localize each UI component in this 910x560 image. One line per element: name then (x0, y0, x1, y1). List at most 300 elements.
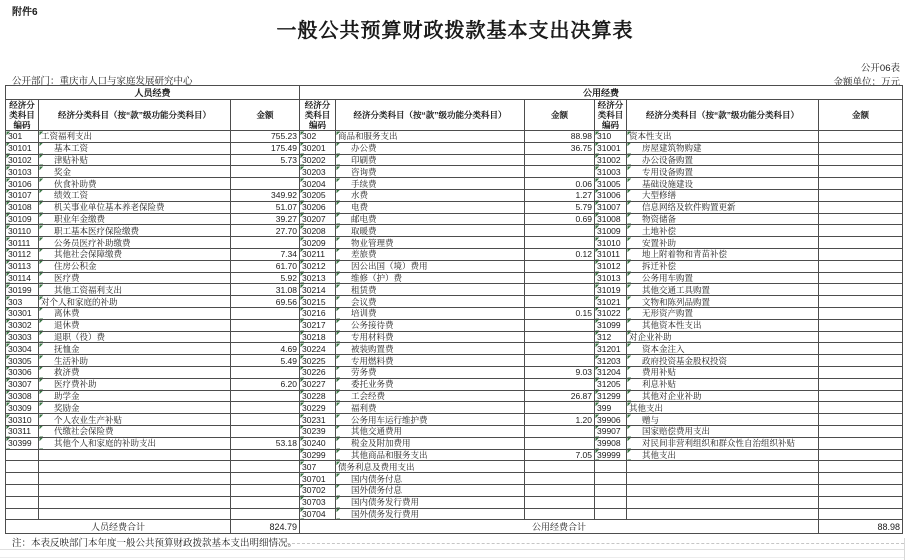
subject-cell: 其他交通费用 (336, 425, 525, 437)
code-cell: 312 (595, 331, 627, 343)
code-cell (595, 473, 627, 485)
code-cell: 30704 (300, 508, 336, 520)
subject-cell: 其他对企业补助 (627, 390, 819, 402)
code-cell: 30399 (6, 437, 39, 449)
amount-cell: 36.75 (525, 142, 595, 154)
subject-cell: 地上附着物和青苗补偿 (627, 248, 819, 260)
amount-cell (819, 166, 903, 178)
subject-cell: 国内债务发行费用 (336, 496, 525, 508)
code-cell: 31203 (595, 355, 627, 367)
amount-cell (819, 473, 903, 485)
amount-cell (231, 496, 300, 508)
amount-cell (231, 307, 300, 319)
amount-cell (819, 319, 903, 331)
amount-cell (525, 166, 595, 178)
subject-cell: 生活补助 (39, 355, 231, 367)
subject-cell: 其他资本性支出 (627, 319, 819, 331)
amount-cell (525, 319, 595, 331)
code-cell: 30199 (6, 284, 39, 296)
table-row (6, 237, 903, 249)
subject-cell: 其他商品和服务支出 (336, 449, 525, 461)
subject-cell: 被装购置费 (336, 343, 525, 355)
table-body (6, 131, 903, 520)
subject-cell: 劳务费 (336, 366, 525, 378)
subject-cell: 税金及附加费用 (336, 437, 525, 449)
subject-cell (627, 496, 819, 508)
code-cell: 30207 (300, 213, 336, 225)
page-title: 一般公共预算财政拨款基本支出决算表 (276, 20, 634, 42)
table-row (6, 296, 903, 308)
code-cell (6, 496, 39, 508)
subject-cell (39, 461, 231, 473)
amount-cell (231, 166, 300, 178)
code-cell: 39908 (595, 437, 627, 449)
table-row (6, 390, 903, 402)
amount-cell: 31.08 (231, 284, 300, 296)
amount-cell (525, 378, 595, 390)
code-cell: 30201 (300, 142, 336, 154)
amount-cell (231, 473, 300, 485)
subject-cell: 无形资产购置 (627, 307, 819, 319)
table-row (6, 201, 903, 213)
table-row (6, 378, 903, 390)
amount-cell (231, 237, 300, 249)
amount-cell (819, 307, 903, 319)
code-cell: 30107 (6, 189, 39, 201)
amount-cell: 0.06 (525, 178, 595, 190)
subject-cell: 文物和陈列品购置 (627, 296, 819, 308)
subject-cell: 维修（护）费 (336, 272, 525, 284)
sheet-gridline-2 (0, 557, 905, 558)
subject-cell (627, 473, 819, 485)
subject-cell: 土地补偿 (627, 225, 819, 237)
subject-cell: 公务员医疗补助缴费 (39, 237, 231, 249)
header-subject-2: 经济分类科目（按“款”级功能分类科目） (336, 100, 525, 131)
subject-cell: 离休费 (39, 307, 231, 319)
amount-cell (231, 414, 300, 426)
header-amount-2: 金额 (525, 100, 595, 131)
amount-cell (819, 154, 903, 166)
code-cell (6, 473, 39, 485)
code-cell: 30106 (6, 178, 39, 190)
table-row (6, 473, 903, 485)
code-cell: 30231 (300, 414, 336, 426)
amount-cell (525, 425, 595, 437)
amount-cell (525, 508, 595, 520)
subject-cell: 职业年金缴费 (39, 213, 231, 225)
amount-cell: 61.70 (231, 260, 300, 272)
table-row (6, 484, 903, 496)
amount-cell (231, 402, 300, 414)
amount-cell: 4.69 (231, 343, 300, 355)
amount-cell (525, 284, 595, 296)
amount-cell: 26.87 (525, 390, 595, 402)
table-row (6, 248, 903, 260)
subject-cell (627, 484, 819, 496)
amount-cell (231, 331, 300, 343)
subject-cell: 退职（役）费 (39, 331, 231, 343)
amount-cell (819, 390, 903, 402)
subject-cell: 大型修缮 (627, 189, 819, 201)
subject-cell: 物业管理费 (336, 237, 525, 249)
subject-cell: 对个人和家庭的补助 (39, 296, 231, 308)
code-cell: 30307 (6, 378, 39, 390)
amount-cell (231, 508, 300, 520)
subject-cell: 对民间非营利组织和群众性自治组织补贴 (627, 437, 819, 449)
subject-cell: 基础设施建设 (627, 178, 819, 190)
amount-cell: 69.56 (231, 296, 300, 308)
subject-cell: 专用燃料费 (336, 355, 525, 367)
subject-cell (627, 508, 819, 520)
code-cell: 302 (300, 131, 336, 143)
personnel-total-amount: 824.79 (231, 520, 300, 534)
subject-cell: 公务用车运行维护费 (336, 414, 525, 426)
amount-cell: 6.20 (231, 378, 300, 390)
amount-cell: 7.34 (231, 248, 300, 260)
subject-cell: 拆迁补偿 (627, 260, 819, 272)
code-cell (595, 461, 627, 473)
subject-cell: 福利费 (336, 402, 525, 414)
amount-cell (819, 189, 903, 201)
unit-label: 金额单位：万元 (833, 77, 900, 88)
code-cell: 30227 (300, 378, 336, 390)
subject-cell: 国外债务付息 (336, 484, 525, 496)
subject-cell: 商品和服务支出 (336, 131, 525, 143)
subject-cell: 绩效工资 (39, 189, 231, 201)
public-total-label: 公用经费合计 (300, 520, 819, 534)
amount-cell (231, 425, 300, 437)
amount-cell (525, 237, 595, 249)
table-row (6, 307, 903, 319)
subject-cell: 工资福利支出 (39, 131, 231, 143)
subject-cell: 房屋建筑物购建 (627, 142, 819, 154)
subject-cell: 培训费 (336, 307, 525, 319)
code-cell: 30111 (6, 237, 39, 249)
code-cell: 30208 (300, 225, 336, 237)
code-cell (595, 496, 627, 508)
code-cell: 31299 (595, 390, 627, 402)
code-cell: 31205 (595, 378, 627, 390)
attachment-label: 附件6 (12, 7, 38, 18)
table-row (6, 496, 903, 508)
subject-cell: 退休费 (39, 319, 231, 331)
code-cell: 31003 (595, 166, 627, 178)
amount-cell (819, 366, 903, 378)
subject-cell: 因公出国（境）费用 (336, 260, 525, 272)
amount-cell: 9.03 (525, 366, 595, 378)
code-cell (6, 461, 39, 473)
code-cell: 30306 (6, 366, 39, 378)
subject-cell: 专用材料费 (336, 331, 525, 343)
code-cell: 30302 (6, 319, 39, 331)
subject-cell: 邮电费 (336, 213, 525, 225)
subject-cell: 奖金 (39, 166, 231, 178)
subject-cell: 物资储备 (627, 213, 819, 225)
code-cell: 30216 (300, 307, 336, 319)
code-cell: 39999 (595, 449, 627, 461)
code-cell: 30101 (6, 142, 39, 154)
amount-cell: 5.73 (231, 154, 300, 166)
code-cell: 30212 (300, 260, 336, 272)
table-row (6, 414, 903, 426)
code-cell: 30229 (300, 402, 336, 414)
subject-cell: 其他支出 (627, 402, 819, 414)
amount-cell (525, 496, 595, 508)
table-number: 公开06表 (860, 63, 900, 74)
amount-cell: 39.27 (231, 213, 300, 225)
amount-cell (525, 437, 595, 449)
amount-cell (525, 225, 595, 237)
code-cell: 31005 (595, 178, 627, 190)
header-code-1: 经济分类科目编码 (6, 100, 39, 131)
amount-cell (819, 437, 903, 449)
code-cell: 30214 (300, 284, 336, 296)
budget-table (5, 85, 903, 534)
amount-cell (819, 461, 903, 473)
totals-row (6, 520, 903, 534)
subject-cell: 抚恤金 (39, 343, 231, 355)
amount-cell (525, 484, 595, 496)
amount-cell (819, 414, 903, 426)
code-cell: 399 (595, 402, 627, 414)
subject-cell: 其他个人和家庭的补助支出 (39, 437, 231, 449)
amount-cell (819, 508, 903, 520)
page-break-line-vertical (904, 538, 905, 560)
table-row (6, 437, 903, 449)
code-cell: 30112 (6, 248, 39, 260)
subject-cell: 政府投资基金股权投资 (627, 355, 819, 367)
amount-cell (525, 260, 595, 272)
amount-cell: 5.92 (231, 272, 300, 284)
footnote: 注：本表反映部门本年度一般公共预算财政拨款基本支出明细情况。 (12, 538, 298, 549)
amount-cell: 755.23 (231, 131, 300, 143)
subject-cell: 资本金注入 (627, 343, 819, 355)
header-subject-1: 经济分类科目（按“款”级功能分类科目） (39, 100, 231, 131)
code-cell: 30102 (6, 154, 39, 166)
amount-cell (525, 296, 595, 308)
amount-cell: 349.92 (231, 189, 300, 201)
code-cell: 31002 (595, 154, 627, 166)
code-cell: 30703 (300, 496, 336, 508)
amount-cell (819, 378, 903, 390)
amount-cell (819, 449, 903, 461)
amount-cell (231, 366, 300, 378)
subject-cell: 会议费 (336, 296, 525, 308)
code-cell: 30228 (300, 390, 336, 402)
amount-cell: 5.49 (231, 355, 300, 367)
table-row (6, 142, 903, 154)
subject-cell (39, 484, 231, 496)
table-row (6, 154, 903, 166)
subject-cell: 职工基本医疗保险缴费 (39, 225, 231, 237)
code-cell: 39907 (595, 425, 627, 437)
code-cell: 31001 (595, 142, 627, 154)
header-code-2: 经济分类科目编码 (300, 100, 336, 131)
table-row (6, 272, 903, 284)
table-row (6, 425, 903, 437)
code-cell: 30702 (300, 484, 336, 496)
subject-cell: 公务用车购置 (627, 272, 819, 284)
amount-cell: 0.69 (525, 213, 595, 225)
subject-cell: 专用设备购置 (627, 166, 819, 178)
amount-cell (819, 248, 903, 260)
amount-cell (819, 496, 903, 508)
amount-cell (819, 272, 903, 284)
code-cell: 31013 (595, 272, 627, 284)
amount-cell (819, 260, 903, 272)
table-row (6, 508, 903, 520)
code-cell (595, 508, 627, 520)
amount-cell (525, 402, 595, 414)
amount-cell (819, 331, 903, 343)
subject-cell: 奖励金 (39, 402, 231, 414)
code-cell: 30239 (300, 425, 336, 437)
band-personnel: 人员经费 (6, 86, 300, 100)
code-cell: 31019 (595, 284, 627, 296)
public-total-amount: 88.98 (819, 520, 903, 534)
amount-cell (525, 331, 595, 343)
table-row (6, 343, 903, 355)
header-code-3: 经济分类科目编码 (595, 100, 627, 131)
table-row (6, 319, 903, 331)
code-cell: 30202 (300, 154, 336, 166)
amount-cell (819, 355, 903, 367)
code-cell: 30113 (6, 260, 39, 272)
subject-cell: 津贴补贴 (39, 154, 231, 166)
table-row (6, 284, 903, 296)
code-cell: 31099 (595, 319, 627, 331)
table-row (6, 355, 903, 367)
code-cell: 31012 (595, 260, 627, 272)
subject-cell: 其他工资福利支出 (39, 284, 231, 296)
code-cell (595, 484, 627, 496)
personnel-total-label: 人员经费合计 (6, 520, 231, 534)
code-cell: 30309 (6, 402, 39, 414)
amount-cell (231, 178, 300, 190)
code-cell: 31007 (595, 201, 627, 213)
code-cell: 31201 (595, 343, 627, 355)
subject-cell (39, 508, 231, 520)
band-public: 公用经费 (300, 86, 903, 100)
subject-cell: 工会经费 (336, 390, 525, 402)
subject-cell: 救济费 (39, 366, 231, 378)
subject-cell (39, 473, 231, 485)
amount-cell (819, 402, 903, 414)
subject-cell: 资本性支出 (627, 131, 819, 143)
table-row (6, 178, 903, 190)
table-row (6, 402, 903, 414)
subject-cell: 电费 (336, 201, 525, 213)
amount-cell (819, 213, 903, 225)
code-cell: 30299 (300, 449, 336, 461)
header-row (6, 100, 903, 131)
amount-cell: 5.79 (525, 201, 595, 213)
code-cell: 30225 (300, 355, 336, 367)
code-cell: 303 (6, 296, 39, 308)
amount-cell (819, 284, 903, 296)
subject-cell: 其他交通工具购置 (627, 284, 819, 296)
amount-cell: 88.98 (525, 131, 595, 143)
table-row (6, 225, 903, 237)
code-cell (6, 484, 39, 496)
amount-cell (819, 296, 903, 308)
subject-cell: 赠与 (627, 414, 819, 426)
table-row (6, 260, 903, 272)
header-amount-1: 金额 (231, 100, 300, 131)
code-cell: 30217 (300, 319, 336, 331)
subject-cell: 医疗费 (39, 272, 231, 284)
subject-cell: 办公设备购置 (627, 154, 819, 166)
header-subject-3: 经济分类科目（按“款”级功能分类科目） (627, 100, 819, 131)
subject-cell: 其他社会保障缴费 (39, 248, 231, 260)
subject-cell: 差旅费 (336, 248, 525, 260)
code-cell: 30308 (6, 390, 39, 402)
amount-cell (525, 355, 595, 367)
table-row (6, 449, 903, 461)
table-row (6, 331, 903, 343)
amount-cell (231, 390, 300, 402)
amount-cell: 7.05 (525, 449, 595, 461)
amount-cell (819, 131, 903, 143)
subject-cell: 安置补助 (627, 237, 819, 249)
code-cell: 30226 (300, 366, 336, 378)
code-cell: 31204 (595, 366, 627, 378)
subject-cell: 取暖费 (336, 225, 525, 237)
subject-cell: 办公费 (336, 142, 525, 154)
subject-cell: 伙食补助费 (39, 178, 231, 190)
amount-cell: 0.12 (525, 248, 595, 260)
amount-cell (819, 343, 903, 355)
code-cell: 30109 (6, 213, 39, 225)
code-cell: 31022 (595, 307, 627, 319)
amount-cell: 175.49 (231, 142, 300, 154)
code-cell: 30203 (300, 166, 336, 178)
code-cell: 30305 (6, 355, 39, 367)
amount-cell (819, 425, 903, 437)
amount-cell (525, 154, 595, 166)
amount-cell (525, 473, 595, 485)
amount-cell: 51.07 (231, 201, 300, 213)
code-cell: 30110 (6, 225, 39, 237)
amount-cell: 53.18 (231, 437, 300, 449)
amount-cell (819, 484, 903, 496)
table-row (6, 366, 903, 378)
code-cell: 31010 (595, 237, 627, 249)
table-row (6, 213, 903, 225)
code-cell: 30211 (300, 248, 336, 260)
subject-cell: 机关事业单位基本养老保险费 (39, 201, 231, 213)
amount-cell (525, 461, 595, 473)
amount-cell (819, 201, 903, 213)
code-cell: 31011 (595, 248, 627, 260)
subject-cell: 助学金 (39, 390, 231, 402)
code-cell: 307 (300, 461, 336, 473)
subject-cell: 印刷费 (336, 154, 525, 166)
code-cell: 30310 (6, 414, 39, 426)
subject-cell: 国外债务发行费用 (336, 508, 525, 520)
code-cell: 30301 (6, 307, 39, 319)
code-cell: 30213 (300, 272, 336, 284)
code-cell: 31006 (595, 189, 627, 201)
code-cell: 30218 (300, 331, 336, 343)
page-break-line-horizontal (272, 543, 904, 544)
subject-cell: 住房公积金 (39, 260, 231, 272)
code-cell: 310 (595, 131, 627, 143)
subject-cell: 个人农业生产补贴 (39, 414, 231, 426)
code-cell: 30215 (300, 296, 336, 308)
amount-cell (819, 142, 903, 154)
table-row (6, 189, 903, 201)
